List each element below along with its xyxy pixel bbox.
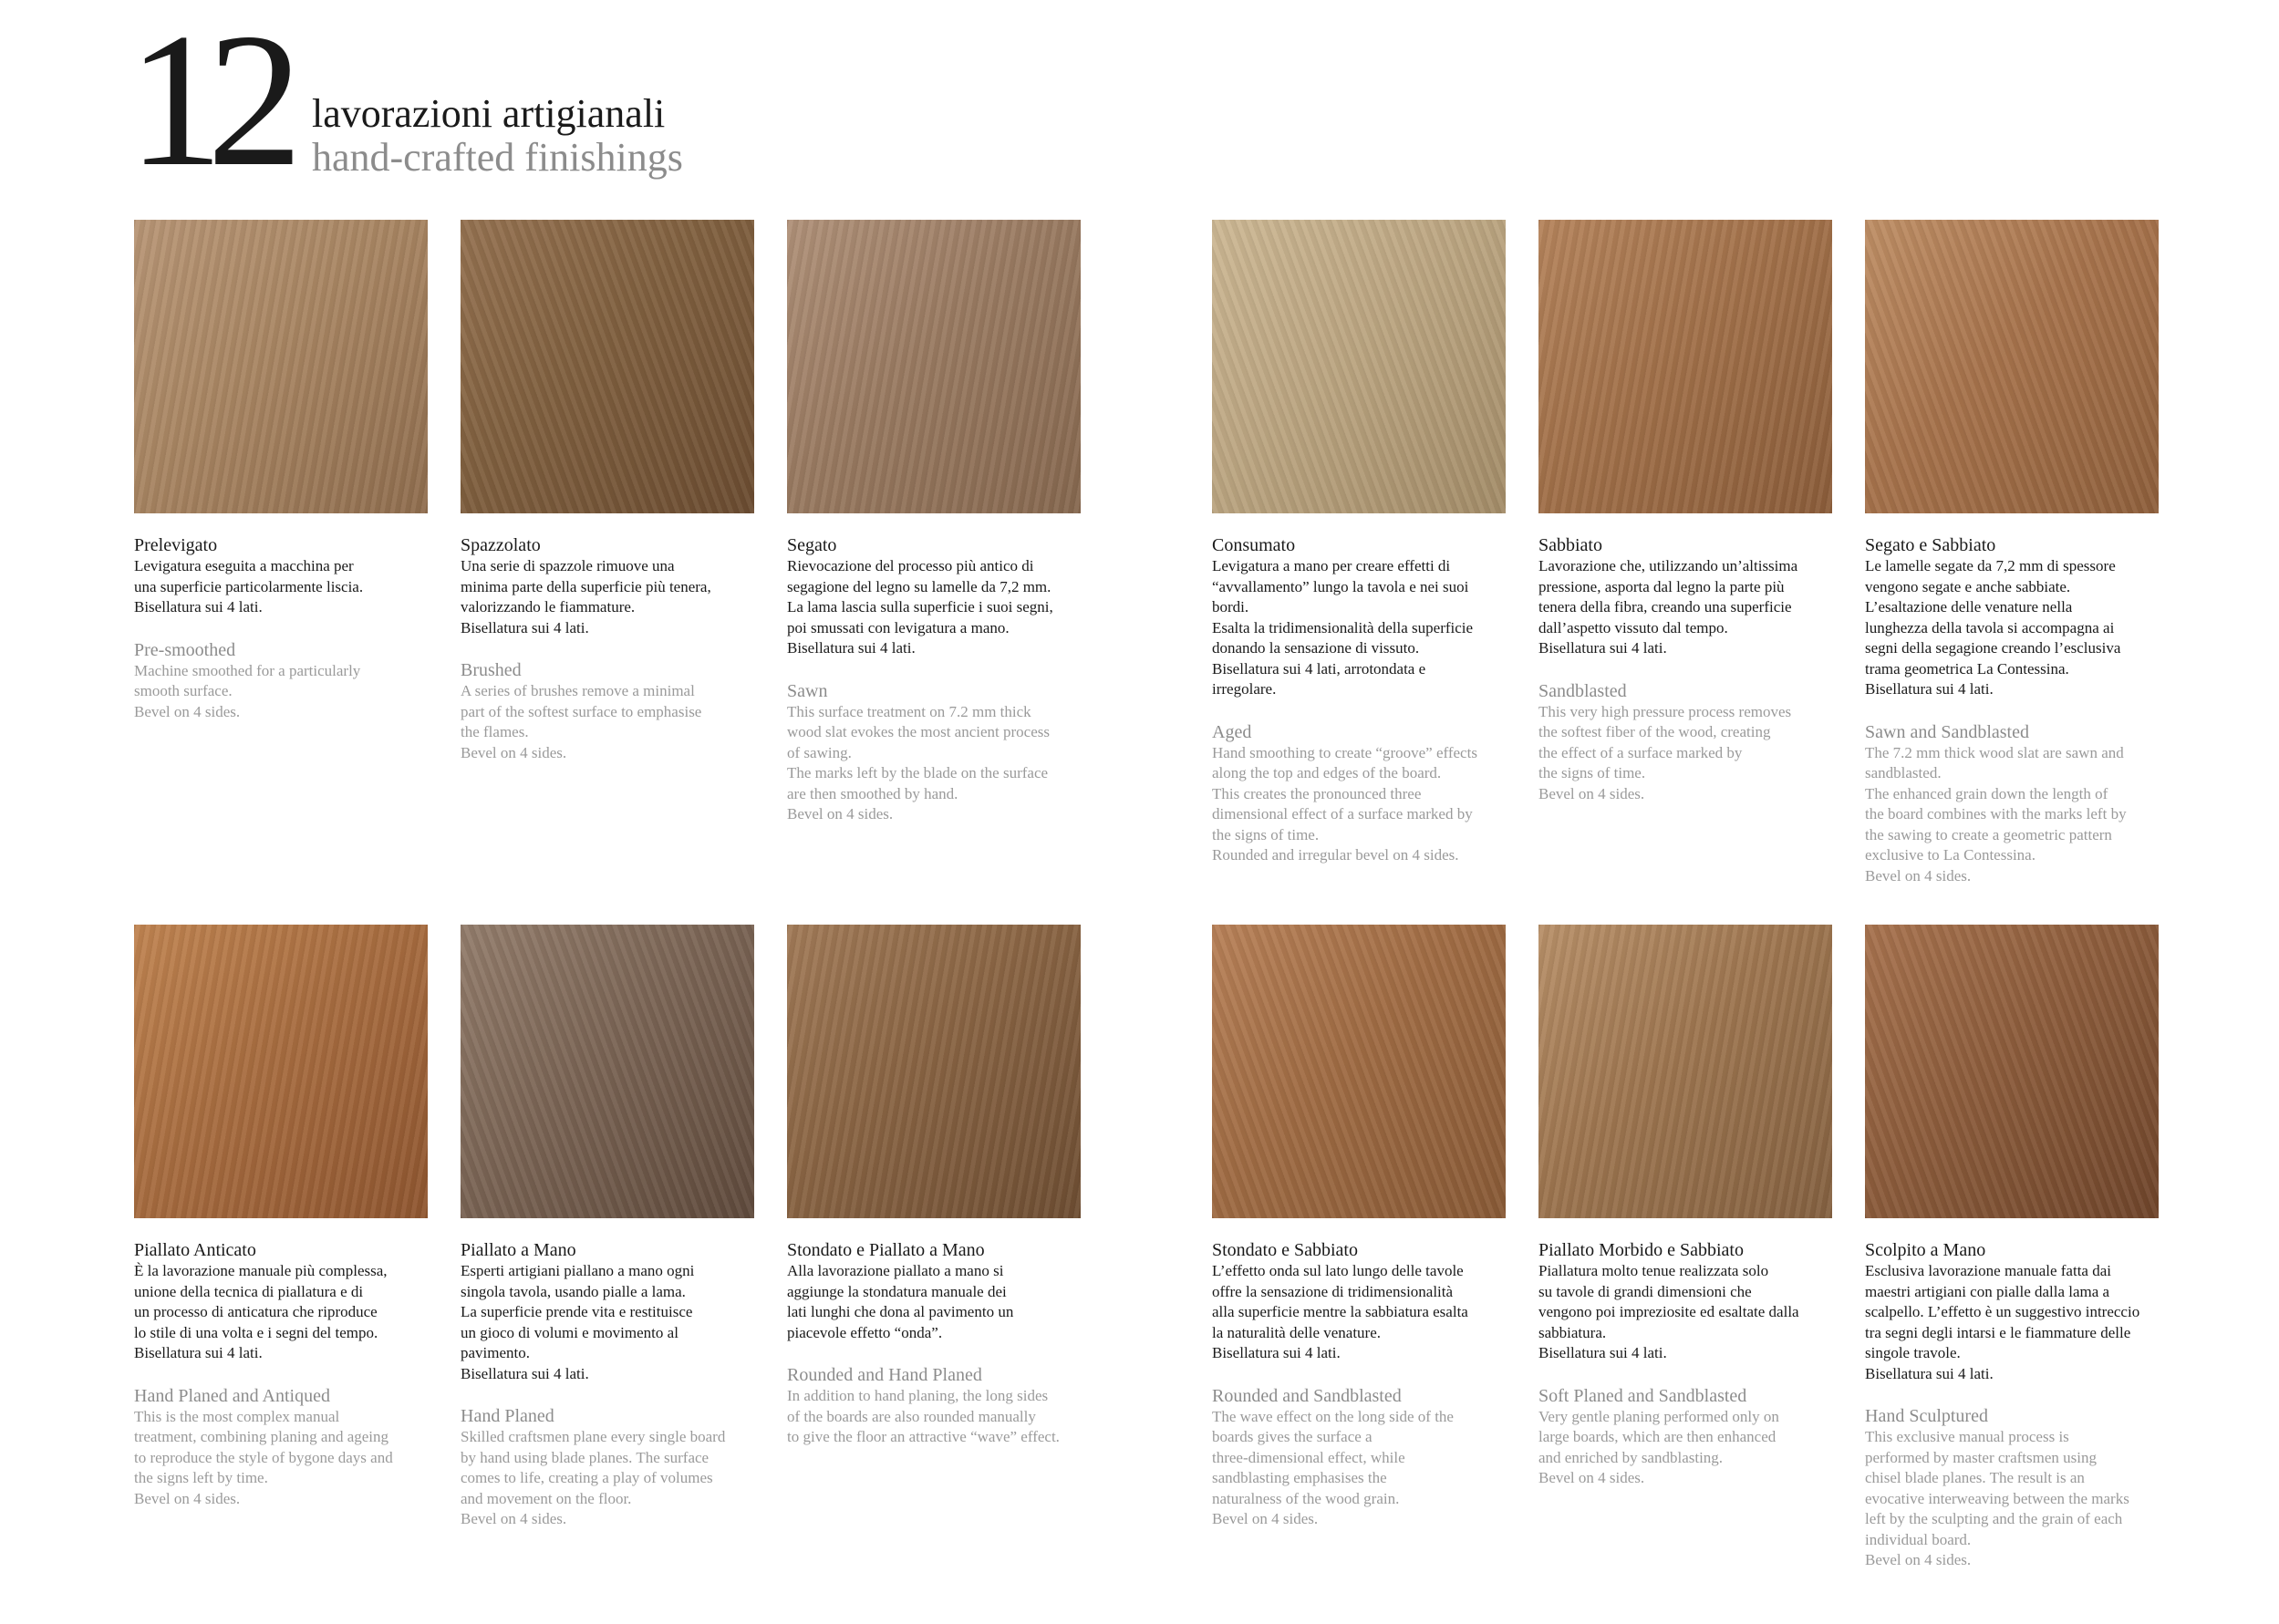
finish-name-italian: Piallato Anticato [134,1240,256,1260]
finish-name-italian: Spazzolato [461,535,541,555]
finish-description-italian: Esclusiva lavorazione manuale fatta dai maestri artigiani con pialle dalla lama a scalpello. L’effetto è un suggestivo intreccio tra segni degli intarsi e le fiammature delle singole travole. Bisellatura sui 4 lati. [1865,1262,2140,1382]
finish-name-italian: Consumato [1212,535,1296,555]
finish-card-piallato-morbido-e-sabbiato [1538,925,1834,1489]
finish-description-english: This very high pressure process removes the softest fiber of the wood, creating the effect of a surface marked by the signs of time. Bevel on 4 sides. [1538,702,1792,802]
finish-card-stondato-e-piallato [787,925,1083,1448]
finish-description-english: Machine smoothed for a particularly smooth surface. Bevel on 4 sides. [134,661,361,720]
finish-name-italian: Scolpito a Mano [1865,1240,1986,1260]
finish-description-italian: Le lamelle segate da 7,2 mm di spessore vengono segate e anche sabbiate. L’esaltazione delle venature nella lunghezza della tavola si accompagna ai segni della segagione creando l’esclusiva trama geometrica La Contessina. Bisellatura sui 4 lati. [1865,557,2121,698]
finish-name-italian: Piallato a Mano [461,1240,576,1260]
finish-card-spazzolato [461,220,756,763]
wood-swatch-image [1538,925,1832,1218]
finish-description-english: This exclusive manual process is performed by master craftsmen using chisel blade planes. The result is an evocative interweaving between the marks left by the sculpting and the grain of each individual board. Bevel on 4 sides. [1865,1428,2129,1568]
finish-name-english: Aged [1212,721,1252,742]
finish-name-italian: Stondato e Sabbiato [1212,1240,1358,1260]
finish-description-english: The 7.2 mm thick wood slat are sawn and sandblasted. The enhanced grain down the length of the board combines with the marks left by the sawing to create a geometric pattern exclusive to La Contessina. Bevel on 4 sides. [1865,743,2127,884]
wood-swatch-image [1212,925,1506,1218]
finish-name-english: Sawn and Sandblasted [1865,721,2029,742]
finish-name-italian: Stondato e Piallato a Mano [787,1240,985,1260]
finish-description-italian: Levigatura a mano per creare effetti di “avvallamento” lungo la tavola e nei suoi bordi. Esalta la tridimensionalità della superficie donando la sensazione di vissuto. Bisellatura sui 4 lati, arrotondata e irregolare. [1212,557,1474,698]
finish-card-segato-e-sabbiato [1865,220,2160,886]
finish-description-english: This surface treatment on 7.2 mm thick wood slat evokes the most ancient process of sawing. The marks left by the blade on the surface are then smoothed by hand. Bevel on 4 sides. [787,702,1050,822]
finish-name-italian: Prelevigato [134,535,218,555]
finish-name-english: Soft Planed and Sandblasted [1538,1385,1747,1406]
finish-card-scolpito-a-mano [1865,925,2160,1571]
wood-swatch-image [787,925,1081,1218]
finish-description-italian: Lavorazione che, utilizzando un’altissima pressione, asporta dal legno la parte più tenera della fibra, creando una superficie dall’aspetto vissuto dal tempo. Bisellatura sui 4 lati. [1538,557,1798,657]
wood-swatch-image [1538,220,1832,513]
finish-description-italian: L’effetto onda sul lato lungo delle tavole offre la sensazione di tridimensionalità alla superficie mentre la sabbiatura esalta la naturalità delle venature. Bisellatura sui 4 lati. [1212,1262,1468,1361]
finish-name-italian: Sabbiato [1538,535,1602,555]
finish-description-italian: Esperti artigiani piallano a mano ogni singola tavola, usando pialle a lama. La superficie prende vita e restituisce un gioco di volumi e movimento al pavimento. Bisellatura sui 4 lati. [461,1262,695,1382]
wood-swatch-image [134,220,428,513]
finish-name-italian: Segato e Sabbiato [1865,535,1996,555]
finish-description-english: In addition to hand planing, the long sides of the boards are also rounded manually to give the floor an attractive “wave” effect. [787,1387,1060,1445]
wood-swatch-image [1212,220,1506,513]
finish-card-piallato-anticato [134,925,430,1509]
finish-description-english: The wave effect on the long side of the boards gives the surface a three-dimensional effect, while sandblasting emphasises the naturalness of the wood grain. Bevel on 4 sides. [1212,1407,1454,1527]
finish-card-prelevigato [134,220,430,722]
finish-description-italian: Piallatura molto tenue realizzata solo su tavole di grandi dimensioni che vengono poi impreziosite ed esaltate dalla sabbiatura. Bisellatura sui 4 lati. [1538,1262,1799,1361]
page-title-italian: lavorazioni artigianali [312,91,666,136]
finish-card-stondato-e-sabbiato [1212,925,1507,1530]
finish-description-italian: Rievocazione del processo più antico di segagione del legno su lamelle da 7,2 mm. La lama lascia sulla superficie i suoi segni, poi smussati con levigatura a mano. Bisellatura sui 4 lati. [787,557,1053,657]
finish-description-english: A series of brushes remove a minimal part of the softest surface to emphasise the flames. Bevel on 4 sides. [461,682,702,761]
finish-card-segato [787,220,1083,825]
finish-card-sabbiato [1538,220,1834,804]
finish-name-english: Sawn [787,680,828,701]
finish-description-italian: Una serie di spazzole rimuove una minima parte della superficie più tenera, valorizzando le fiammature. Bisellatura sui 4 lati. [461,557,711,636]
finish-card-consumato [1212,220,1507,866]
wood-swatch-image [1865,220,2159,513]
finish-name-english: Brushed [461,660,522,680]
finish-description-english: Hand smoothing to create “groove” effects along the top and edges of the board. This creates the pronounced three dimensional effect of a surface marked by the signs of time. Rounded and irregular bevel on 4 sides. [1212,743,1477,864]
wood-swatch-image [461,925,754,1218]
finish-name-english: Hand Planed and Antiqued [134,1385,330,1406]
finish-name-english: Hand Planed [461,1406,554,1426]
finish-description-italian: Alla lavorazione piallato a mano si aggiunge la stondatura manuale dei lati lunghi che dona al pavimento un piacevole effetto “onda”. [787,1262,1014,1341]
finish-name-english: Pre-smoothed [134,639,236,660]
finish-name-english: Rounded and Hand Planed [787,1365,982,1385]
finish-card-piallato-a-mano [461,925,756,1530]
finish-description-english: Skilled craftsmen plane every single board by hand using blade planes. The surface comes to life, creating a play of volumes and movement on the floor. Bevel on 4 sides. [461,1428,726,1527]
page-number: 12 [128,0,286,206]
finish-name-italian: Piallato Morbido e Sabbiato [1538,1240,1744,1260]
finish-description-italian: Levigatura eseguita a macchina per una superficie particolarmente liscia. Bisellatura sui 4 lati. [134,557,364,615]
wood-swatch-image [787,220,1081,513]
page-title-english: hand-crafted finishings [312,135,683,180]
wood-swatch-image [461,220,754,513]
finish-name-italian: Segato [787,535,837,555]
finish-name-english: Hand Sculptured [1865,1406,1988,1426]
finish-description-english: This is the most complex manual treatment, combining planing and ageing to reproduce the style of bygone days and the signs left by time. Bevel on 4 sides. [134,1407,393,1507]
finish-name-english: Sandblasted [1538,680,1627,701]
finish-description-english: Very gentle planing performed only on large boards, which are then enhanced and enriched by sandblasting. Bevel on 4 sides. [1538,1407,1779,1486]
finish-name-english: Rounded and Sandblasted [1212,1385,1402,1406]
wood-swatch-image [1865,925,2159,1218]
finish-description-italian: È la lavorazione manuale più complessa, unione della tecnica di piallatura e di un processo di anticatura che riproduce lo stile di una volta e i segni del tempo. Bisellatura sui 4 lati. [134,1262,388,1361]
wood-swatch-image [134,925,428,1218]
